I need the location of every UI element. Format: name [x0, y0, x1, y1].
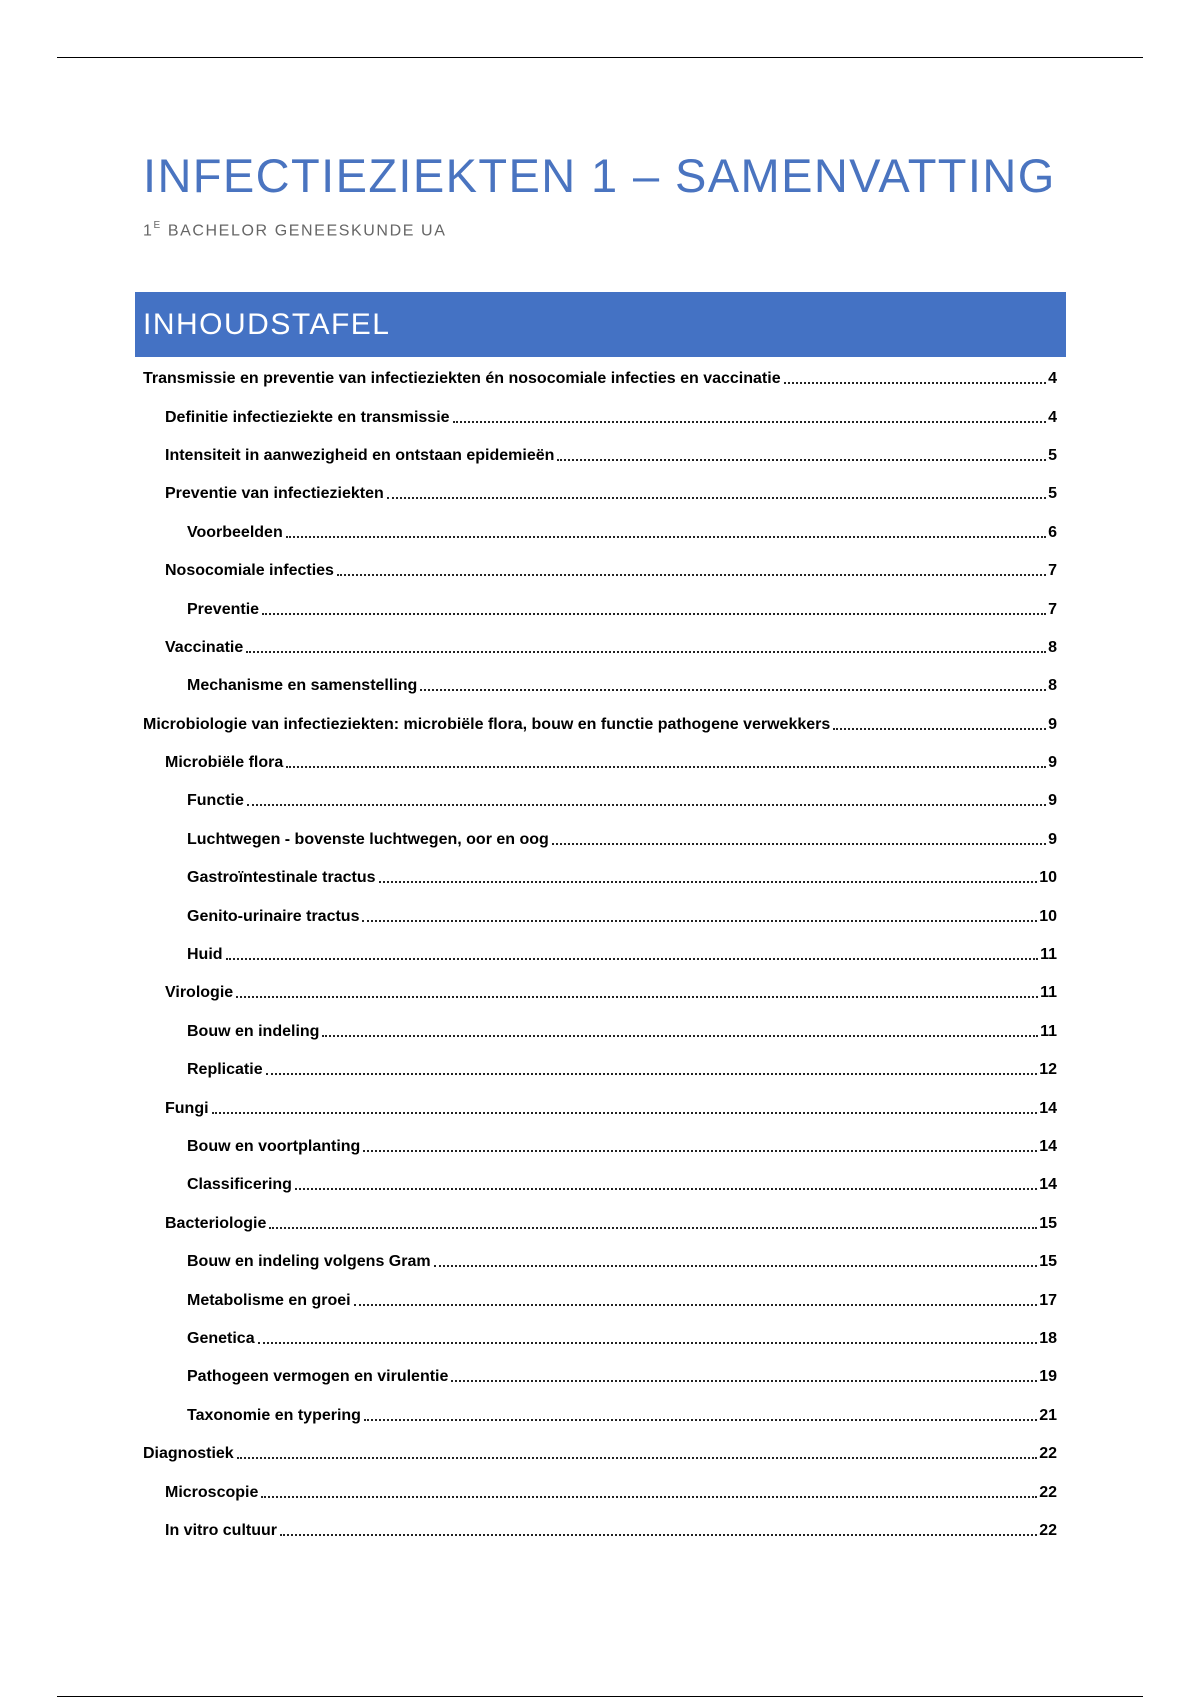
- toc-dot-leader: [337, 574, 1046, 576]
- toc-entry-label: Preventie: [187, 600, 260, 618]
- toc-entry-page: 4: [1048, 408, 1057, 426]
- footer-rule: [57, 1696, 1143, 1697]
- toc-entry-page: 8: [1048, 638, 1057, 656]
- toc-entry-label: Microscopie: [165, 1483, 259, 1501]
- toc-entry-label: Huid: [187, 946, 223, 964]
- toc-entry-page: 14: [1039, 1176, 1057, 1194]
- toc-entry[interactable]: [143, 1473, 1057, 1511]
- toc-entry[interactable]: [143, 782, 1057, 820]
- toc-dot-leader: [266, 1073, 1038, 1075]
- subtitle-text: BACHELOR GENEESKUNDE UA: [161, 222, 447, 240]
- toc-dot-leader: [236, 996, 1038, 998]
- toc-entry-label: Bacteriologie: [165, 1214, 267, 1232]
- toc-entry[interactable]: [143, 667, 1057, 705]
- toc-entry[interactable]: [143, 1320, 1057, 1358]
- toc-entry-page: 21: [1039, 1406, 1057, 1424]
- toc-entry-label: Bouw en voortplanting: [187, 1138, 361, 1155]
- header-rule: [57, 57, 1143, 58]
- toc-entry[interactable]: [143, 1205, 1057, 1243]
- toc-dot-leader: [261, 1496, 1037, 1498]
- toc-entry-page: 11: [1040, 1022, 1057, 1040]
- toc-entry-page: 11: [1040, 946, 1057, 964]
- toc-entry-label: Taxonomie en typering: [187, 1406, 361, 1424]
- toc-entry-page: 14: [1039, 1099, 1057, 1117]
- toc-entry-page: 22: [1039, 1521, 1057, 1539]
- toc-entry-page: 18: [1039, 1329, 1057, 1347]
- toc-entry-page: 22: [1039, 1445, 1057, 1463]
- toc-entry[interactable]: [143, 398, 1057, 436]
- toc-entry[interactable]: [143, 1013, 1057, 1051]
- subtitle-number: 1: [143, 222, 154, 240]
- toc-entry-label: Genito-urinaire tractus: [187, 907, 360, 925]
- toc-dot-leader: [362, 920, 1037, 922]
- toc-entry-page: 9: [1048, 792, 1057, 810]
- toc-entry[interactable]: [143, 590, 1057, 628]
- toc-dot-leader: [295, 1188, 1037, 1190]
- toc-dot-leader: [237, 1457, 1038, 1459]
- toc-entry-label: Classificering: [187, 1176, 292, 1194]
- toc-entry-label: Nosocomiale infecties: [165, 562, 334, 580]
- toc-entry-label: Bouw en indeling volgens Gram: [187, 1253, 431, 1271]
- toc-entry-label: Bouw en indeling: [187, 1022, 320, 1040]
- toc-entry-page: 4: [1048, 370, 1057, 388]
- toc-entry-label: Functie: [187, 792, 244, 810]
- toc-entry-page: 9: [1048, 830, 1057, 848]
- toc-entry-page: 8: [1048, 677, 1057, 695]
- toc-entry[interactable]: [143, 706, 1057, 744]
- toc-entry-label: Metabolisme en groei: [187, 1291, 351, 1309]
- toc-entry-label: Transmissie en preventie van infectieziekten én nosocomiale infecties en vaccinatie: [143, 370, 781, 388]
- toc-entry[interactable]: [143, 1512, 1057, 1550]
- toc-entry[interactable]: [143, 437, 1057, 475]
- toc-entry-label: Gastroïntestinale tractus: [187, 869, 376, 887]
- toc-entry[interactable]: [143, 552, 1057, 590]
- toc-dot-leader: [246, 651, 1046, 653]
- toc-entry-page: 10: [1039, 907, 1057, 925]
- toc-dot-leader: [557, 459, 1046, 461]
- toc-dot-leader: [833, 728, 1046, 730]
- toc-dot-leader: [258, 1342, 1038, 1344]
- toc-entry-page: 14: [1039, 1138, 1057, 1155]
- toc-dot-leader: [453, 421, 1047, 423]
- toc-entry[interactable]: [143, 936, 1057, 974]
- toc-heading: INHOUDSTAFEL: [143, 307, 391, 341]
- toc-dot-leader: [226, 958, 1039, 960]
- toc-entry[interactable]: [143, 514, 1057, 552]
- toc-entry-page: 15: [1039, 1253, 1057, 1271]
- toc-entry-page: 17: [1039, 1291, 1057, 1309]
- toc-dot-leader: [363, 1150, 1037, 1152]
- toc-entry[interactable]: [143, 360, 1057, 398]
- document-subtitle: [143, 221, 446, 240]
- toc-dot-leader: [286, 536, 1046, 538]
- toc-entry-label: In vitro cultuur: [165, 1521, 277, 1539]
- subtitle-superscript: E: [153, 220, 162, 231]
- toc-entry-label: Microbiële flora: [165, 754, 284, 772]
- toc-entry-page: 11: [1040, 984, 1057, 1002]
- toc-entry-label: Virologie: [165, 984, 234, 1002]
- toc-entry-label: Replicatie: [187, 1061, 263, 1079]
- table-of-contents: [143, 360, 1057, 1550]
- toc-dot-leader: [262, 613, 1046, 615]
- toc-heading-banner: [135, 292, 1066, 357]
- toc-dot-leader: [451, 1380, 1037, 1382]
- toc-entry-page: 5: [1048, 446, 1057, 464]
- toc-entry-label: Definitie infectieziekte en transmissie: [165, 408, 450, 426]
- toc-entry[interactable]: [143, 475, 1057, 513]
- toc-entry[interactable]: [143, 821, 1057, 859]
- toc-dot-leader: [387, 497, 1046, 499]
- toc-entry-page: 10: [1039, 869, 1057, 887]
- document-title: INFECTIEZIEKTEN 1 – SAMENVATTING: [143, 149, 1056, 202]
- toc-dot-leader: [420, 689, 1046, 691]
- toc-entry[interactable]: [143, 1128, 1057, 1166]
- toc-entry-label: Intensiteit in aanwezigheid en ontstaan epidemieën: [165, 446, 555, 464]
- toc-entry[interactable]: [143, 1281, 1057, 1319]
- toc-entry-label: Pathogeen vermogen en virulentie: [187, 1368, 449, 1386]
- toc-entry-page: 5: [1048, 485, 1057, 503]
- toc-dot-leader: [434, 1265, 1038, 1267]
- toc-entry-label: Vaccinatie: [165, 638, 244, 656]
- toc-entry[interactable]: [143, 1435, 1057, 1473]
- toc-entry-label: Mechanisme en samenstelling: [187, 677, 418, 695]
- toc-dot-leader: [784, 382, 1047, 384]
- toc-entry[interactable]: [143, 1397, 1057, 1435]
- toc-entry[interactable]: [143, 1166, 1057, 1204]
- toc-entry-page: 9: [1048, 715, 1057, 733]
- toc-entry-label: Microbiologie van infectieziekten: microbiële flora, bouw en functie pathogene verwekkers: [143, 715, 831, 733]
- toc-entry-label: Diagnostiek: [143, 1445, 234, 1463]
- toc-dot-leader: [322, 1035, 1038, 1037]
- toc-entry[interactable]: [143, 629, 1057, 667]
- toc-entry-label: Voorbeelden: [187, 523, 283, 541]
- toc-entry[interactable]: [143, 859, 1057, 897]
- toc-dot-leader: [379, 881, 1038, 883]
- toc-entry[interactable]: [143, 1051, 1057, 1089]
- toc-entry[interactable]: [143, 897, 1057, 935]
- toc-entry[interactable]: [143, 1358, 1057, 1396]
- toc-entry-page: 22: [1039, 1483, 1057, 1501]
- toc-dot-leader: [552, 843, 1046, 845]
- toc-entry-page: 12: [1039, 1061, 1057, 1079]
- toc-entry-label: Luchtwegen - bovenste luchtwegen, oor en oog: [187, 830, 549, 848]
- toc-entry[interactable]: [143, 1243, 1057, 1281]
- toc-entry-page: 7: [1048, 562, 1057, 580]
- toc-entry[interactable]: [143, 744, 1057, 782]
- toc-dot-leader: [247, 804, 1046, 806]
- toc-entry-page: 9: [1048, 754, 1057, 772]
- toc-entry-page: 19: [1039, 1368, 1057, 1386]
- toc-dot-leader: [364, 1419, 1037, 1421]
- toc-entry-label: Genetica: [187, 1329, 255, 1347]
- toc-entry-page: 6: [1048, 523, 1057, 541]
- toc-dot-leader: [212, 1112, 1038, 1114]
- toc-dot-leader: [280, 1534, 1037, 1536]
- toc-dot-leader: [286, 766, 1046, 768]
- toc-entry-label: Fungi: [165, 1099, 209, 1117]
- toc-entry[interactable]: [143, 974, 1057, 1012]
- toc-dot-leader: [354, 1304, 1038, 1306]
- toc-entry-label: Preventie van infectieziekten: [165, 485, 384, 503]
- toc-entry[interactable]: [143, 1089, 1057, 1127]
- toc-entry-page: 7: [1048, 600, 1057, 618]
- toc-entry-page: 15: [1039, 1214, 1057, 1232]
- toc-dot-leader: [269, 1227, 1037, 1229]
